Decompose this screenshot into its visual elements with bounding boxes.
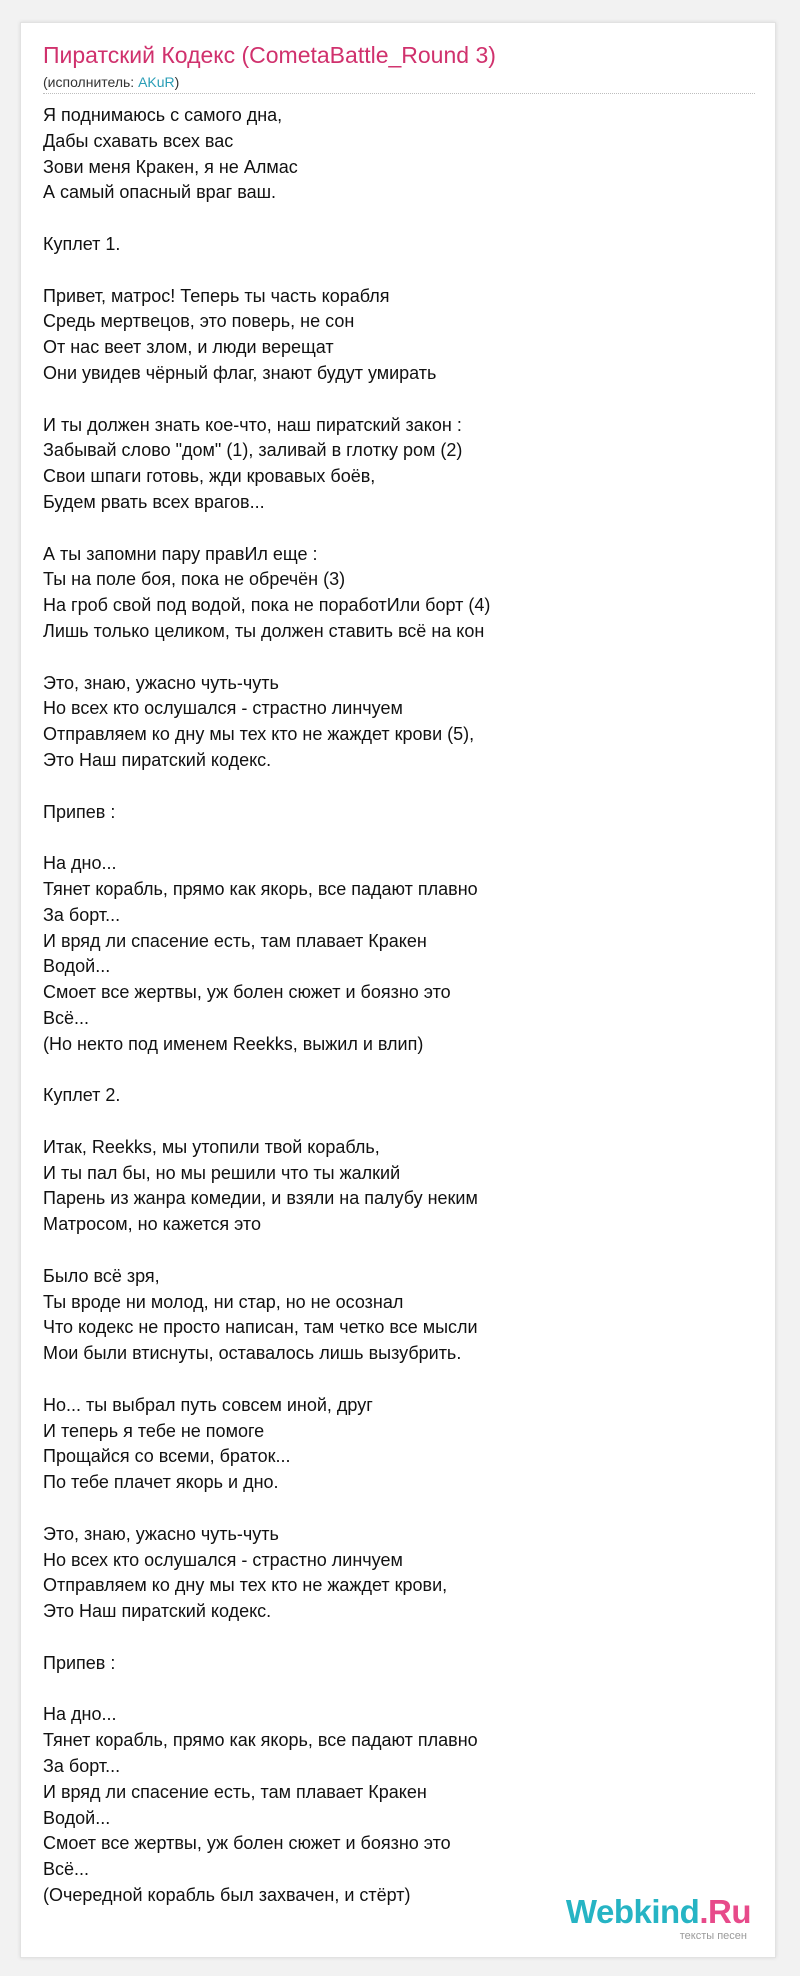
lyric-line: Всё... [43, 1007, 90, 1028]
lyric-line: Но... ты выбрал путь совсем иной, друг [43, 1394, 373, 1415]
lyric-line: И теперь я тебе не помоге [43, 1420, 265, 1441]
lyric-line: За борт... [43, 904, 121, 925]
lyric-line: А ты запомни пару правИл еще : [43, 543, 318, 564]
lyric-line: Забывай слово "дом" (1), заливай в глотку ром (2) [43, 440, 463, 461]
header-divider [43, 93, 755, 94]
lyric-line: Свои шпаги готовь, жди кровавых боёв, [43, 466, 376, 487]
lyric-line: Матросом, но кажется это [43, 1214, 261, 1235]
blank-line [43, 825, 755, 851]
lyric-line: А самый опасный враг ваш. [43, 182, 277, 203]
blank-line [43, 387, 755, 413]
blank-line [43, 1367, 755, 1393]
lyric-line: Я поднимаюсь с самого дна, [43, 105, 283, 125]
blank-line [43, 1625, 755, 1651]
blank-line [43, 774, 755, 800]
lyric-line: Водой... [43, 1807, 111, 1828]
artist-suffix: ) [174, 74, 180, 90]
logo-wordmark [566, 1893, 751, 1931]
lyric-line: Всё... [43, 1859, 90, 1880]
lyric-line: Смоет все жертвы, уж болен сюжет и боязно это [43, 982, 451, 1003]
lyric-line: Но всех кто ослушался - страстно линчуем [43, 1549, 403, 1570]
blank-line [43, 1109, 755, 1135]
lyric-line: От нас веет злом, и люди верещат [43, 337, 334, 358]
lyric-line: Это Наш пиратский кодекс. [43, 1601, 272, 1622]
lyric-line: Прощайся со всеми, браток... [43, 1446, 291, 1467]
lyric-line: По тебе плачет якорь и дно. [43, 1472, 279, 1493]
lyric-line: На гроб свой под водой, пока не поработИли борт (4) [43, 595, 491, 616]
lyric-line: Парень из жанра комедии, и взяли на палубу неким [43, 1188, 478, 1209]
artist-prefix: (исполнитель: [43, 74, 139, 90]
artist-line [43, 74, 179, 90]
lyric-line: (Но некто под именем Reekks, выжил и влип) [43, 1033, 424, 1054]
lyric-line: Водой... [43, 956, 111, 977]
blank-line [43, 206, 755, 232]
lyric-line: И вряд ли спасение есть, там плавает Кракен [43, 930, 427, 951]
lyric-line: Дабы схавать всех вас [43, 130, 234, 151]
lyric-line: Смоет все жертвы, уж болен сюжет и боязно это [43, 1833, 451, 1854]
blank-line [43, 1677, 755, 1703]
lyric-line: Итак, Reekks, мы утопили твой корабль, [43, 1136, 380, 1157]
blank-line [43, 258, 755, 284]
lyric-line: И вряд ли спасение есть, там плавает Кракен [43, 1781, 427, 1802]
lyric-line: Что кодекс не просто написан, там четко все мысли [43, 1317, 478, 1338]
lyric-line: Отправляем ко дну мы тех кто не жаждет крови (5), [43, 724, 475, 745]
lyric-line: Куплет 2. [43, 1085, 121, 1106]
lyrics-card [20, 22, 776, 1958]
logo-name: Webkind [565, 1893, 700, 1930]
blank-line [43, 1496, 755, 1522]
lyric-line: Ты вроде ни молод, ни стар, но не осознал [43, 1291, 404, 1312]
blank-line [43, 1238, 755, 1264]
lyric-line: Зови меня Кракен, я не Алмас [43, 156, 298, 177]
lyric-line: И ты должен знать кое-что, наш пиратский закон : [43, 414, 462, 435]
logo-tagline: тексты песен [679, 1930, 747, 1942]
lyric-line: На дно... [43, 1704, 117, 1725]
lyric-line: Средь мертвецов, это поверь, не сон [43, 311, 355, 332]
lyrics-text [43, 103, 755, 1909]
lyric-line: Они увидев чёрный флаг, знают будут умирать [43, 362, 437, 383]
lyric-line: И ты пал бы, но мы решили что ты жалкий [43, 1162, 401, 1183]
lyric-line: Припев : [43, 801, 116, 822]
lyric-line: Мои были втиснуты, оставалось лишь вызубрить. [43, 1343, 462, 1364]
song-title: Пиратский Кодекс (CometaBattle_Round 3) [43, 42, 496, 68]
lyric-line: Куплет 1. [43, 233, 121, 254]
site-logo[interactable] [555, 1893, 751, 1943]
lyric-line: На дно... [43, 853, 117, 874]
artist-link[interactable]: AKuR [138, 74, 175, 90]
logo-tld: .Ru [699, 1893, 751, 1930]
blank-line [43, 645, 755, 671]
blank-line [43, 516, 755, 542]
lyric-line: Это Наш пиратский кодекс. [43, 749, 272, 770]
lyric-line: Лишь только целиком, ты должен ставить всё на кон [43, 620, 485, 641]
lyric-line: Ты на поле боя, пока не обречён (3) [43, 569, 346, 590]
blank-line [43, 1057, 755, 1083]
lyric-line: Это, знаю, ужасно чуть-чуть [43, 672, 279, 693]
lyric-line: Будем рвать всех врагов... [43, 491, 265, 512]
lyric-line: Привет, матрос! Теперь ты часть корабля [43, 285, 390, 306]
lyric-line: Это, знаю, ужасно чуть-чуть [43, 1523, 279, 1544]
lyric-line: Тянет корабль, прямо как якорь, все падают плавно [43, 1730, 478, 1751]
lyric-line: Было всё зря, [43, 1265, 160, 1286]
lyric-line: Припев : [43, 1652, 116, 1673]
lyric-line: Отправляем ко дну мы тех кто не жаждет крови, [43, 1575, 448, 1596]
lyric-line: Но всех кто ослушался - страстно линчуем [43, 698, 403, 719]
lyric-line: (Очередной корабль был захвачен, и стёрт) [43, 1884, 411, 1905]
lyric-line: Тянет корабль, прямо как якорь, все падают плавно [43, 878, 478, 899]
lyric-line: За борт... [43, 1756, 121, 1776]
